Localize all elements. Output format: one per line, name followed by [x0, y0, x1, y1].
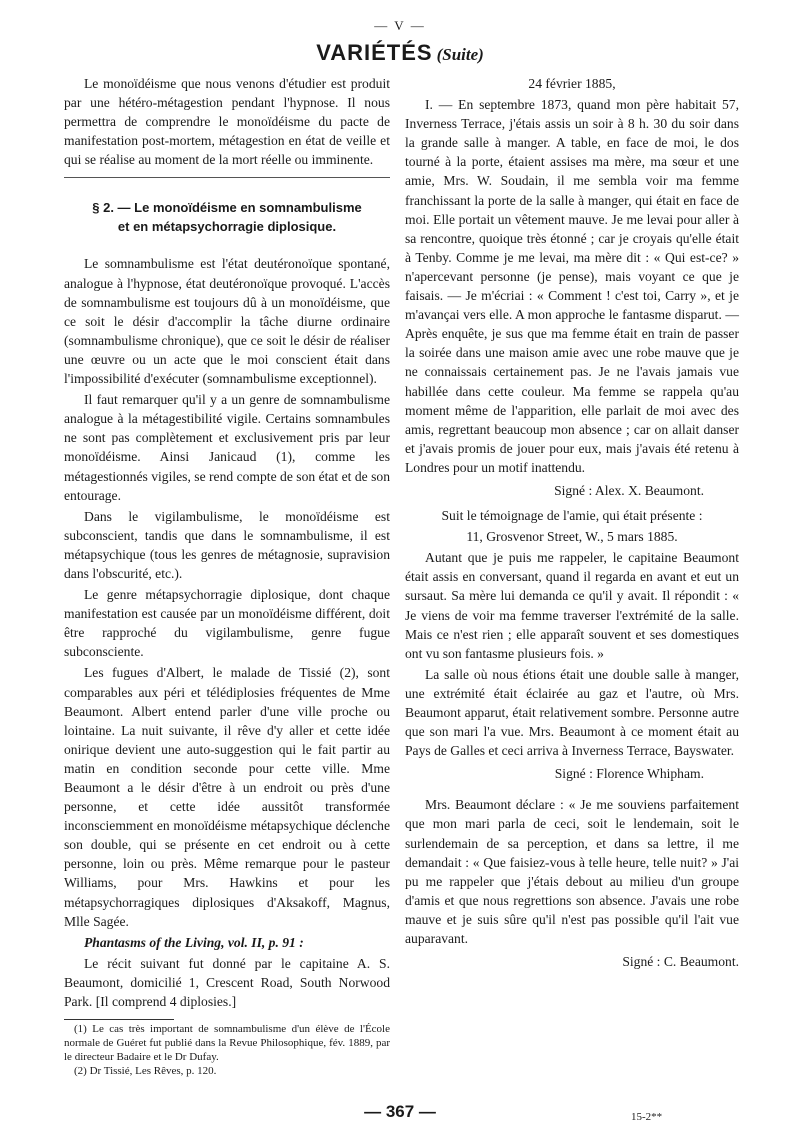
paragraph-recit: Le récit suivant fut donné par le capitaine A. S. Beaumont, domicilié 1, Crescent Road, South Norwood Park. [Il comprend 4 diplosies.]: [64, 955, 390, 1010]
footnote-1: (1) Le cas très important de somnambulisme d'un élève de l'École normale de Guéret fut publié dans la Revue Philosophique, fév. 1889, par le directeur Badaire et le Dr Dufay.: [64, 1023, 390, 1064]
paragraph-vigile: Il faut remarquer qu'il y a un genre de somnambulisme analogue à la métagestibilité vigile. Certains somnambules ne sont pas complètement et exclusivement pris par leur monoïdéisme. Ainsi Janicaud (1), comme les métagestionnés vigiles, se rend compte de son état et de son entourage.: [64, 392, 390, 503]
footnote-rule: [64, 1019, 174, 1020]
paragraph-vigilambulisme: Dans le vigilambulisme, le monoïdéisme est subconscient, tandis que dans le somnambulisme, il est métapsychique (tous les genres de métagnosie, supravision dans l'obscurité, etc.).: [64, 508, 390, 581]
title-sub: (Suite): [436, 45, 484, 64]
roman-numeral-header: — V —: [374, 18, 426, 33]
page-number: — 367 —: [364, 1102, 436, 1121]
section-heading-line-2: et en métapsychorragie diplosique.: [117, 219, 337, 235]
right-column: [405, 74, 739, 973]
footnote-2: (2) Dr Tissié, Les Rêves, p. 120.: [74, 1065, 217, 1078]
section-title: [0, 40, 800, 66]
signature-florence-whipham: Signé : Florence Whipham.: [554, 766, 704, 782]
letter-date: 24 février 1885,: [528, 76, 616, 91]
title-main: VARIÉTÉS: [316, 40, 433, 65]
testimony-paragraph-2: La salle où nous étions était une double salle à manger, une extrémité était éclairée au gaz et l'autre, où Mrs. Beaumont apparut, était relativement sombre. Personne autre que son mari l'a vue. Mrs. Beaumont à ce moment était au Pays de Galles et ceci arriva à Inverness Terrace, Bayswater.: [405, 666, 739, 759]
paragraph-fugues: Les fugues d'Albert, le malade de Tissié (2), sont comparables aux péri et télédiplosies fréquentes de Mme Beaumont. Albert entend parler d'une ville proche ou lointaine. La nuit suivante, il rêve d'y aller et cette idée onirique devient une auto-suggestion qui le fait partir au matin en condition seconde pour cette ville. Mme Beaumont a le désir d'être à un endroit ou près d'une personne, et cette idée aussitôt transformée inconsciemment en monoïdéisme métapsychique déclenche son double, qui se présente en cet endroit ou à cette personne, loin ou près. Même remarque pour le pasteur Williams, pour Mrs. Hawkins et pour les métapsychorragiques diplosiques d'Aksakoff, Magnus, Mlle Sagée.: [64, 665, 390, 929]
left-column: [64, 74, 390, 1078]
signature-c-beaumont: Signé : C. Beaumont.: [622, 954, 739, 970]
signature-alex-beaumont: Signé : Alex. X. Beaumont.: [554, 482, 704, 498]
reference-phantasms: Phantasms of the Living, vol. II, p. 91 :: [84, 934, 304, 950]
intro-paragraph: Le monoïdéisme que nous venons d'étudier est produit par une hétéro-métagestion pendant l'hypnose. Il nous permettra de comprendre le monoïdéisme du pacte de manifestation post-mortem, métagestion en état de veille et qui se réalise au moment de la mort réelle ou imminente.: [64, 76, 390, 168]
testimony-intro: Suit le témoignage de l'amie, qui était présente :: [441, 508, 703, 524]
testimony-paragraph-1: Autant que je puis me rappeler, le capitaine Beaumont était assis en conversant, quand il regarda en avant et eut un sursaut. Sa mère lui demanda ce qu'il y avait. Il répondit : « Je viens de voir ma femme traverser l'extrémité de la salle. Mais ce n'est rien ; elle apparaît souvent et ses domestiques ont vu son fantasme plusieurs fois. »: [405, 550, 739, 661]
testimony-address: 11, Grosvenor Street, W., 5 mars 1885.: [466, 529, 678, 545]
footnotes: [64, 1022, 390, 1078]
declaration-paragraph: Mrs. Beaumont déclare : « Je me souviens parfaitement que mon mari parla de ceci, soit le lendemain, soit le surlendemain de sa perception, et dans sa lettre, il me demandait : « Que faisiez-vous à telle heure, telle nuit? » J'ai pu me rappeler que j'étais debout au milieu d'un groupe d'amis et que nous regrettions son absence. J'avais une robe mauve et je suis sûre qu'il n'est pas possible qu'il l'ait vue auparavant.: [405, 797, 739, 947]
section-heading-line-1: § 2. — Le monoïdéisme en somnambulisme: [92, 200, 362, 216]
section-heading: [64, 198, 390, 236]
printer-signature-mark: 15-2**: [631, 1111, 663, 1123]
letter-paragraph-1: I. — En septembre 1873, quand mon père habitait 57, Inverness Terrace, j'étais assis un soir à 8 h. 30 du soir dans la grande salle à manger. A table, en face de moi, le dos tourné à la porte, étaient assises ma mère, ma sœur et une amie, Mrs. W. Soudain, il me sembla voir ma femme franchissant la porte de la salle à manger, qui était en face de moi. Elle portait un vêtement mauve. Je me levai pour aller à sa rencontre, quoique très étonné ; car je croyais qu'elle était à Tenby. Comme je me levai, ma mère dit : « Qui est-ce? » n'apercevant personne (je pense), mais voyant ce que je faisais. — Je m'écriai : « Comment ! c'est toi, Carry », et je m'avançai vers elle. A mon approche le fantasme disparut. — Après enquête, je sus que ma femme était en train de passer la soirée dans une maison amie avec une robe mauve que je ne connaissais certainement pas. Je ne l'avais jamais vue habillée dans cette couleur. Ma femme se rappela qu'au moment même de l'apparition, elle parlait de moi avec des amis, regrettant beaucoup mon absence ; car on allait danser et j'avais promis de jouer pour eux, mais j'avais été retenu à Londres pour un motif inattendu.: [405, 97, 739, 475]
paragraph-somnambulisme: Le somnambulisme est l'état deutéronoïque spontané, analogue à l'hypnose, état deutéronoïque provoqué. L'accès de somnambulisme est toujours dû à un monoïdéisme, que ce soit le désir d'accomplir la tâche diurne ordinaire (somnambulisme chronique), que ce soit le désir de réaliser une œuvre ou un acte que le moi conscient était dans l'impossibilité d'exécuter (somnambulisme exceptionnel).: [64, 256, 390, 387]
divider: [64, 177, 390, 178]
paragraph-diplosique: Le genre métapsychorragie diplosique, dont chaque manifestation est causée par un monoïdéisme différent, doit être rapproché du vigilambulisme, genre fugue subconsciente.: [64, 587, 390, 660]
